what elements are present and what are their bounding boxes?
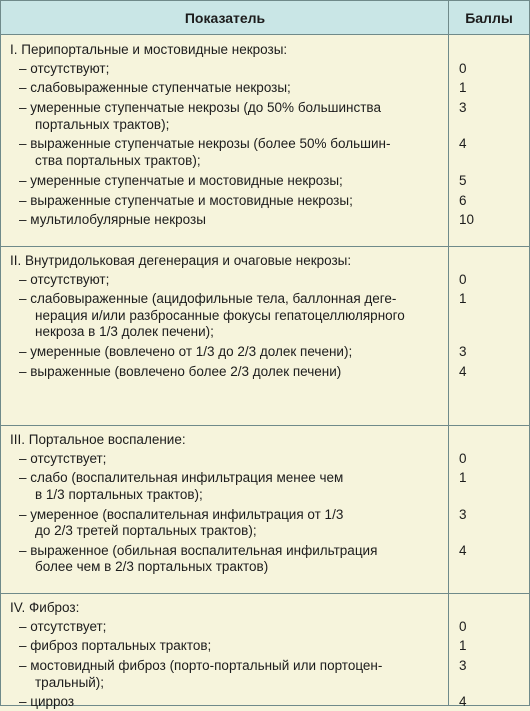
criteria-text-line: – фиброз портальных трактов;	[19, 638, 212, 654]
criteria-text	[19, 619, 444, 636]
criteria-text	[19, 136, 444, 169]
criteria-text-line: тральный);	[35, 674, 105, 690]
column-header-indicator: Показатель	[184, 10, 266, 26]
score-value: 4	[459, 363, 467, 379]
score-value: 0	[459, 450, 467, 466]
score-value: 3	[459, 344, 467, 360]
table-section	[1, 36, 529, 247]
criteria-text-line: – умеренные ступенчатые некрозы (до 50% большинства	[19, 100, 381, 116]
criteria-text	[19, 61, 444, 78]
criteria-text-line: – отсутствует;	[19, 618, 107, 634]
criteria-text-line: – мультилобулярные некрозы	[19, 212, 206, 228]
criteria-text	[19, 272, 444, 289]
criteria-text	[19, 80, 444, 97]
criteria-text	[19, 173, 444, 190]
score-value: 0	[459, 271, 467, 287]
criteria-text-line: ства портальных трактов);	[35, 152, 201, 168]
criteria-text-line: – умеренное (воспалительная инфильтрация от 1/3	[19, 506, 344, 522]
criteria-text-line: – отсутствуют;	[19, 60, 110, 76]
score-value: 6	[459, 192, 467, 208]
criteria-text-line: – мостовидный фиброз (порто-портальный или портоцен-	[19, 658, 383, 674]
section-title-text: I. Перипортальные и мостовидные некрозы:	[10, 42, 288, 57]
section-title-text: IV. Фиброз:	[10, 600, 80, 615]
criteria-text-line: – отсутствует;	[19, 450, 107, 466]
criteria-text-line: – выраженные (вовлечено более 2/3 долек печени)	[19, 363, 342, 379]
section-title-text: II. Внутридольковая дегенерация и очаговые некрозы:	[10, 253, 352, 268]
criteria-text-line: – отсутствуют;	[19, 271, 110, 287]
criteria-text	[19, 507, 444, 540]
criteria-text-line: – выраженное (обильная воспалительная инфильтрация	[19, 542, 378, 558]
criteria-text	[19, 470, 444, 503]
criteria-text	[19, 694, 444, 711]
criteria-text	[19, 638, 444, 655]
criteria-text	[19, 212, 444, 229]
criteria-text-line: – цирроз	[19, 694, 75, 710]
table-section	[1, 247, 529, 426]
score-value: 3	[459, 506, 467, 522]
score-value: 10	[459, 212, 475, 228]
criteria-text-line: нерация и/или разбросанные фокусы гепатоцеллюлярного	[35, 307, 405, 323]
criteria-text	[19, 291, 444, 341]
criteria-text	[19, 344, 444, 361]
criteria-text-line: в 1/3 портальных трактов);	[35, 486, 203, 502]
score-value: 1	[459, 638, 467, 654]
score-value: 0	[459, 618, 467, 634]
score-value: 4	[459, 694, 467, 710]
score-value: 1	[459, 291, 467, 307]
table-section	[1, 594, 529, 710]
criteria-text	[19, 543, 444, 576]
table-header	[1, 1, 529, 35]
score-value: 3	[459, 658, 467, 674]
column-header-score: Баллы	[465, 10, 513, 26]
criteria-text-line: – выраженные ступенчатые и мостовидные некрозы;	[19, 192, 353, 208]
criteria-text	[19, 193, 444, 210]
criteria-text	[19, 451, 444, 468]
criteria-text-line: некроза в 1/3 долек печени);	[35, 324, 214, 340]
score-value: 4	[459, 136, 467, 152]
score-value: 1	[459, 470, 467, 486]
criteria-text-line: портальных трактов);	[35, 116, 170, 132]
criteria-text	[19, 658, 444, 691]
criteria-text-line: до 2/3 третей портальных трактов);	[35, 523, 257, 539]
criteria-text-line: – выраженные ступенчатые некрозы (более 50% большин-	[19, 136, 391, 152]
criteria-text-line: – слабовыраженные ступенчатые некрозы;	[19, 80, 291, 96]
table-section	[1, 426, 529, 594]
criteria-text	[19, 364, 444, 381]
criteria-text-line: – слабо (воспалительная инфильтрация менее чем	[19, 470, 344, 486]
score-value: 5	[459, 172, 467, 188]
criteria-text-line: – умеренные (вовлечено от 1/3 до 2/3 долек печени);	[19, 344, 353, 360]
section-title-text: III. Портальное воспаление:	[10, 432, 186, 447]
criteria-text-line: – слабовыраженные (ацидофильные тела, баллонная деге-	[19, 291, 397, 307]
criteria-text-line: более чем в 2/3 портальных трактов)	[35, 559, 269, 575]
criteria-text	[19, 100, 444, 133]
score-value: 3	[459, 100, 467, 116]
score-value: 1	[459, 80, 467, 96]
criteria-text-line: – умеренные ступенчатые и мостовидные некрозы;	[19, 172, 343, 188]
score-value: 0	[459, 60, 467, 76]
score-value: 4	[459, 542, 467, 558]
